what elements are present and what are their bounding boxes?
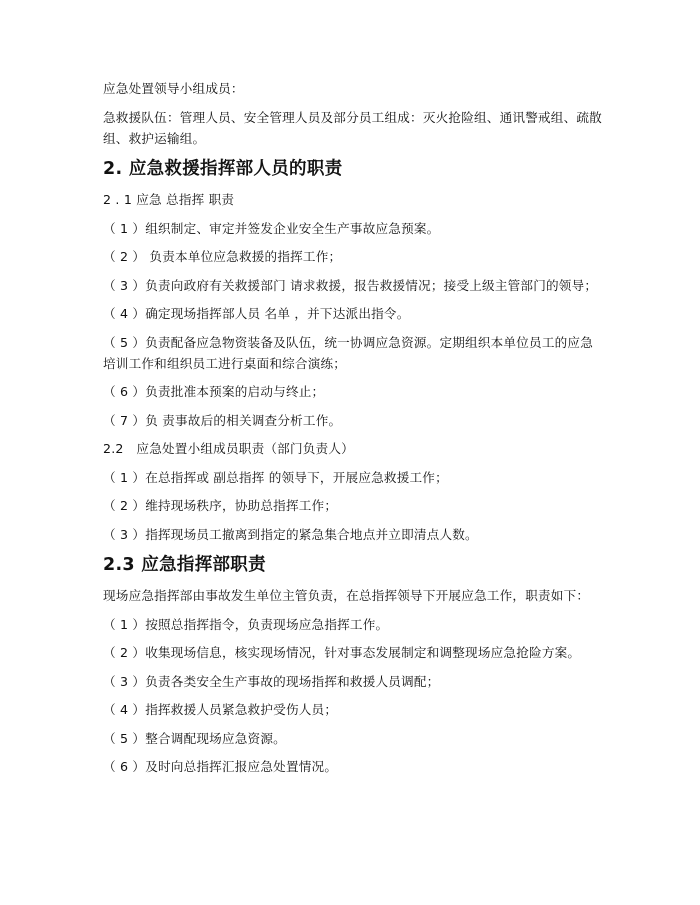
duty-item-2-1-7: （ 7 ）负 责事故后的相关调查分析工作。 bbox=[103, 412, 342, 428]
duty-item-2-1-5: （ 5 ）负责配备应急物资装备及队伍，统一协调应急资源。定期组织本单位员工的应急培训工作和组织员工进行桌面和综合演练； bbox=[103, 334, 593, 371]
document-body bbox=[103, 78, 603, 785]
section-heading-2: 2. 应急救援指挥部人员的职责 bbox=[103, 159, 343, 179]
duty-item-2-3-4: （ 4 ）指挥救援人员紧急救护受伤人员； bbox=[103, 702, 338, 717]
duty-item-2-1-1: （ 1 ）组织制定、审定并签发企业安全生产事故应急预案。 bbox=[103, 220, 440, 236]
duty-item-2-3-3: （ 3 ）负责各类安全生产事故的现场指挥和救援人员调配； bbox=[103, 673, 440, 689]
duty-item-2-1-2: （ 2 ） 负责本单位应急救援的指挥工作； bbox=[103, 249, 342, 264]
duty-item-2-1-4: （ 4 ）确定现场指挥部人员 名单 ，并下达派出指令。 bbox=[103, 306, 410, 321]
command-intro-paragraph: 现场应急指挥部由事故发生单位主管负责，在总指挥领导下开展应急工作，职责如下： bbox=[103, 588, 590, 603]
duty-item-2-2-2: （ 2 ）维持现场秩序，协助总指挥工作； bbox=[103, 498, 338, 513]
subsection-heading-2-2: 2.2 应急处置小组成员职责（部门负责人） bbox=[103, 441, 354, 456]
duty-item-2-3-2: （ 2 ）收集现场信息，核实现场情况，针对事态发展制定和调整现场应急抢险方案。 bbox=[103, 645, 581, 660]
rescue-team-line: 急救援队伍：管理人员、安全管理人员及部分员工组成：灭火抢险组、通讯警戒组、疏散组、救护运输组。 bbox=[103, 109, 602, 146]
duty-item-2-3-1: （ 1 ）按照总指挥指令，负责现场应急指挥工作。 bbox=[103, 616, 389, 632]
duty-item-2-3-6: （ 6 ）及时向总指挥汇报应急处置情况。 bbox=[103, 759, 338, 774]
leadership-group-members-line: 应急处置领导小组成员： bbox=[103, 81, 244, 96]
duty-item-2-2-3: （ 3 ）指挥现场员工撤离到指定的紧急集合地点并立即清点人数。 bbox=[103, 526, 478, 542]
section-heading-2-3: 2.3 应急指挥部职责 bbox=[103, 555, 266, 575]
subsection-heading-2-1: 2 . 1 应急 总指挥 职责 bbox=[103, 192, 235, 207]
duty-item-2-1-6: （ 6 ）负责批准本预案的启动与终止； bbox=[103, 384, 325, 399]
duty-item-2-3-5: （ 5 ）整合调配现场应急资源。 bbox=[103, 730, 286, 746]
duty-item-2-1-3: （ 3 ）负责向政府有关救援部门 请求救援，报告救援情况；接受上级主管部门的领导； bbox=[103, 277, 598, 293]
duty-item-2-2-1: （ 1 ）在总指挥或 副总指挥 的领导下，开展应急救援工作； bbox=[103, 469, 448, 485]
